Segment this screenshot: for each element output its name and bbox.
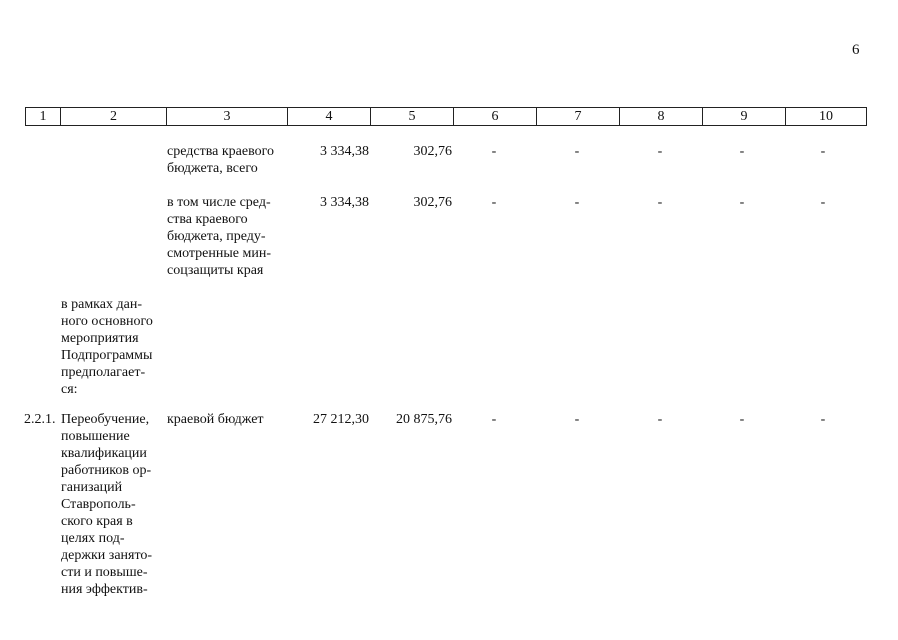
activity-name-line: ганизаций [61,480,123,495]
amount-col-5: 302,76 [413,195,452,210]
amount-col-4: 3 334,38 [320,195,369,210]
funding-source-line: бюджета, всего [167,161,258,176]
column-header-1: 1 [26,108,61,126]
value-col-10: - [820,144,826,159]
activity-name-line: ного основного [61,314,153,329]
value-col-8: - [657,195,663,210]
activity-name-line: работников ор- [61,463,152,478]
column-header-6: 6 [454,108,537,126]
value-col-6: - [491,412,497,427]
item-number: 2.2.1. [24,412,56,427]
activity-name-line: целях под- [61,531,125,546]
column-header-9: 9 [703,108,786,126]
funding-source-line: краевой бюджет [167,412,264,427]
value-col-9: - [739,195,745,210]
funding-source-line: ства краевого [167,212,248,227]
activity-name-line: в рамках дан- [61,297,142,312]
value-col-9: - [739,144,745,159]
funding-source-line: бюджета, преду- [167,229,266,244]
column-header-7: 7 [537,108,620,126]
activity-name-line: Подпрограммы [61,348,153,363]
activity-name-line: держки занято- [61,548,153,563]
value-col-6: - [491,144,497,159]
value-col-8: - [657,144,663,159]
value-col-6: - [491,195,497,210]
value-col-8: - [657,412,663,427]
activity-name-line: Переобучение, [61,412,150,427]
amount-col-4: 27 212,30 [313,412,369,427]
funding-source-line: смотренные мин- [167,246,272,261]
value-col-7: - [574,195,580,210]
value-col-7: - [574,144,580,159]
activity-name-line: повышение [61,429,130,444]
page-number: 6 [852,42,860,58]
funding-source-line: средства краевого [167,144,274,159]
amount-col-5: 20 875,76 [396,412,452,427]
value-col-10: - [820,195,826,210]
column-header-5: 5 [371,108,454,126]
column-header-10: 10 [786,108,867,126]
value-col-7: - [574,412,580,427]
amount-col-5: 302,76 [413,144,452,159]
column-header-3: 3 [167,108,288,126]
amount-col-4: 3 334,38 [320,144,369,159]
activity-name-line: Ставрополь- [61,497,136,512]
activity-name-line: ся: [61,382,78,397]
activity-name-line: предполагает- [61,365,146,380]
activity-name-line: квалификации [61,446,147,461]
activity-name-line: ского края в [61,514,133,529]
value-col-10: - [820,412,826,427]
column-header-4: 4 [288,108,371,126]
column-header-8: 8 [620,108,703,126]
column-header-2: 2 [61,108,167,126]
activity-name-line: мероприятия [61,331,139,346]
activity-name-line: ния эффектив- [61,582,148,597]
value-col-9: - [739,412,745,427]
column-header-table [25,107,867,126]
activity-name-line: сти и повыше- [61,565,148,580]
funding-source-line: соцзащиты края [167,263,264,278]
funding-source-line: в том числе сред- [167,195,271,210]
